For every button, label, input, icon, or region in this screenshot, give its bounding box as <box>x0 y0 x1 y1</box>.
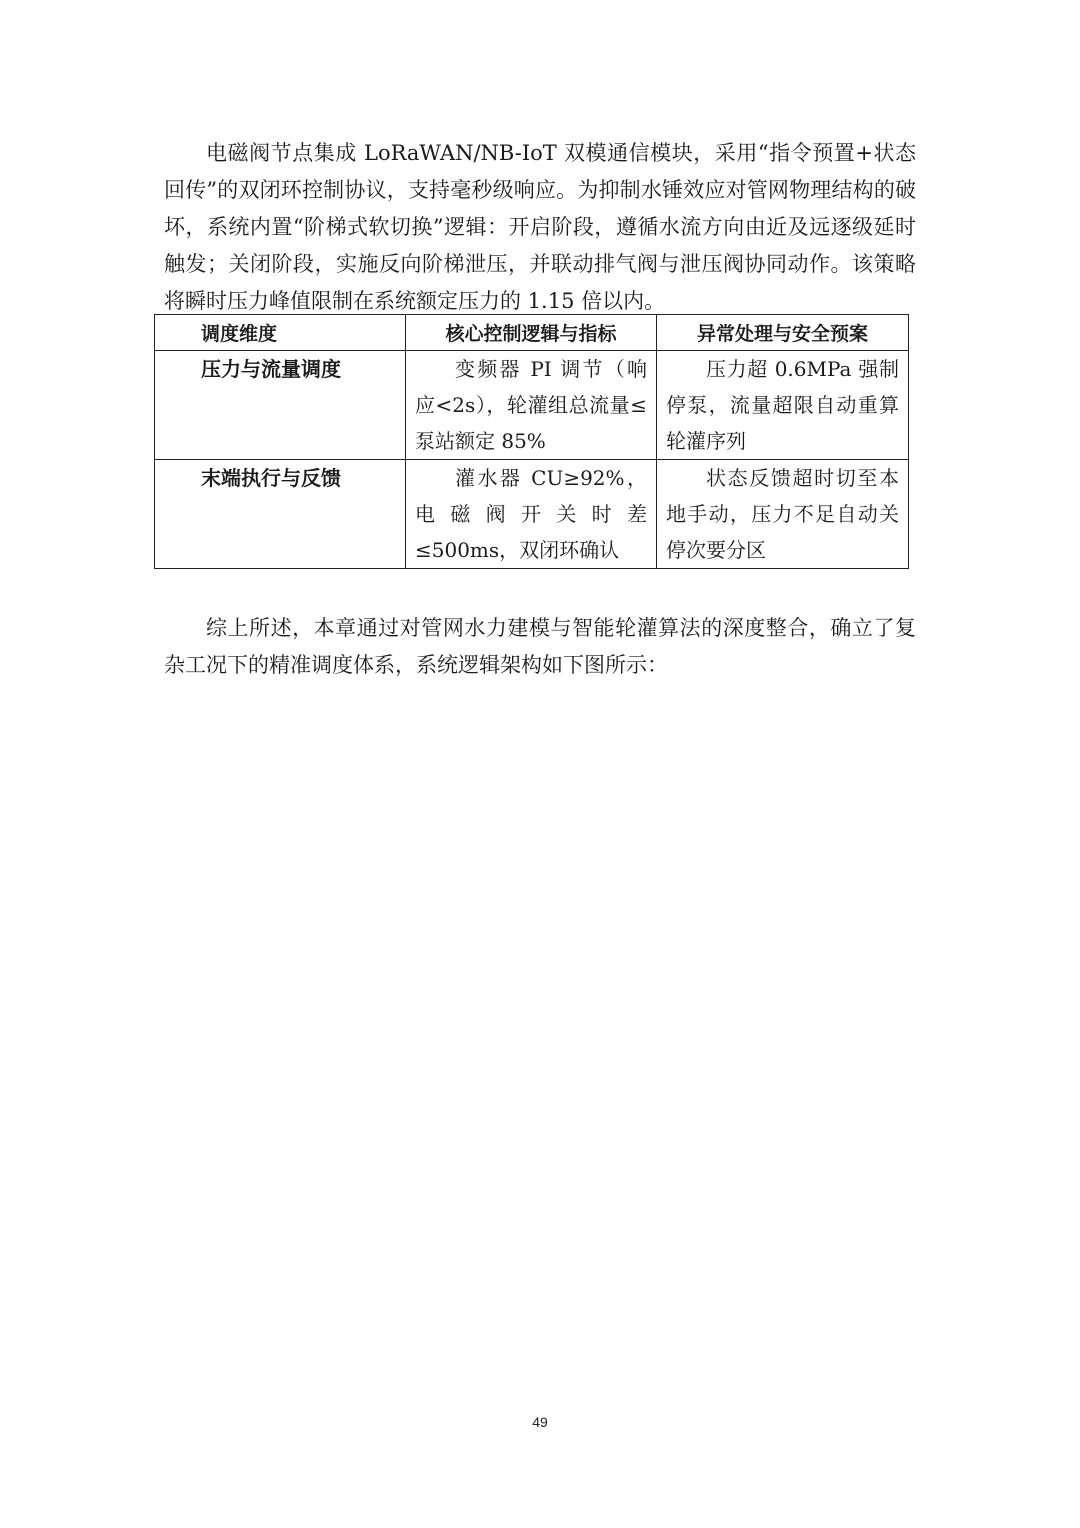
table-header-cell: 调度维度 <box>155 315 406 351</box>
table-header-cell: 异常处理与安全预案 <box>657 315 909 351</box>
table-cell-exception: 状态反馈超时切至本地手动，压力不足自动关停次要分区 <box>657 460 909 569</box>
table-row <box>155 351 909 460</box>
table-cell-dimension: 压力与流量调度 <box>155 351 406 460</box>
dispatch-table <box>154 314 909 569</box>
table-cell-exception: 压力超 0.6MPa 强制停泵，流量超限自动重算轮灌序列 <box>657 351 909 460</box>
page-number: 49 <box>532 1414 548 1430</box>
table-cell-dimension: 末端执行与反馈 <box>155 460 406 569</box>
table-header-row <box>155 315 909 351</box>
table-cell-logic: 灌水器 CU≥92%，电磁阀开关时差≤500ms，双闭环确认 <box>406 460 657 569</box>
table-cell-logic: 变频器 PI 调节（响应<2s），轮灌组总流量≤泵站额定 85% <box>406 351 657 460</box>
body-paragraph: 电磁阀节点集成 LoRaWAN/NB-IoT 双模通信模块，采用“指令预置+状态回传”的双闭环控制协议，支持毫秒级响应。为抑制水锤效应对管网物理结构的破坏，系统内置“阶梯式软切换”逻辑：开启阶段，遵循水流方向由近及远逐级延时触发；关闭阶段，实施反向阶梯泄压，并联动排气阀与泄压阀协同动作。该策略将瞬时压力峰值限制在系统额定压力的 1.15 倍以内。 <box>164 141 916 313</box>
body-paragraph: 综上所述，本章通过对管网水力建模与智能轮灌算法的深度整合，确立了复杂工况下的精准调度体系，系统逻辑架构如下图所示： <box>164 616 916 677</box>
table-row <box>155 460 909 569</box>
table-header-cell: 核心控制逻辑与指标 <box>406 315 657 351</box>
